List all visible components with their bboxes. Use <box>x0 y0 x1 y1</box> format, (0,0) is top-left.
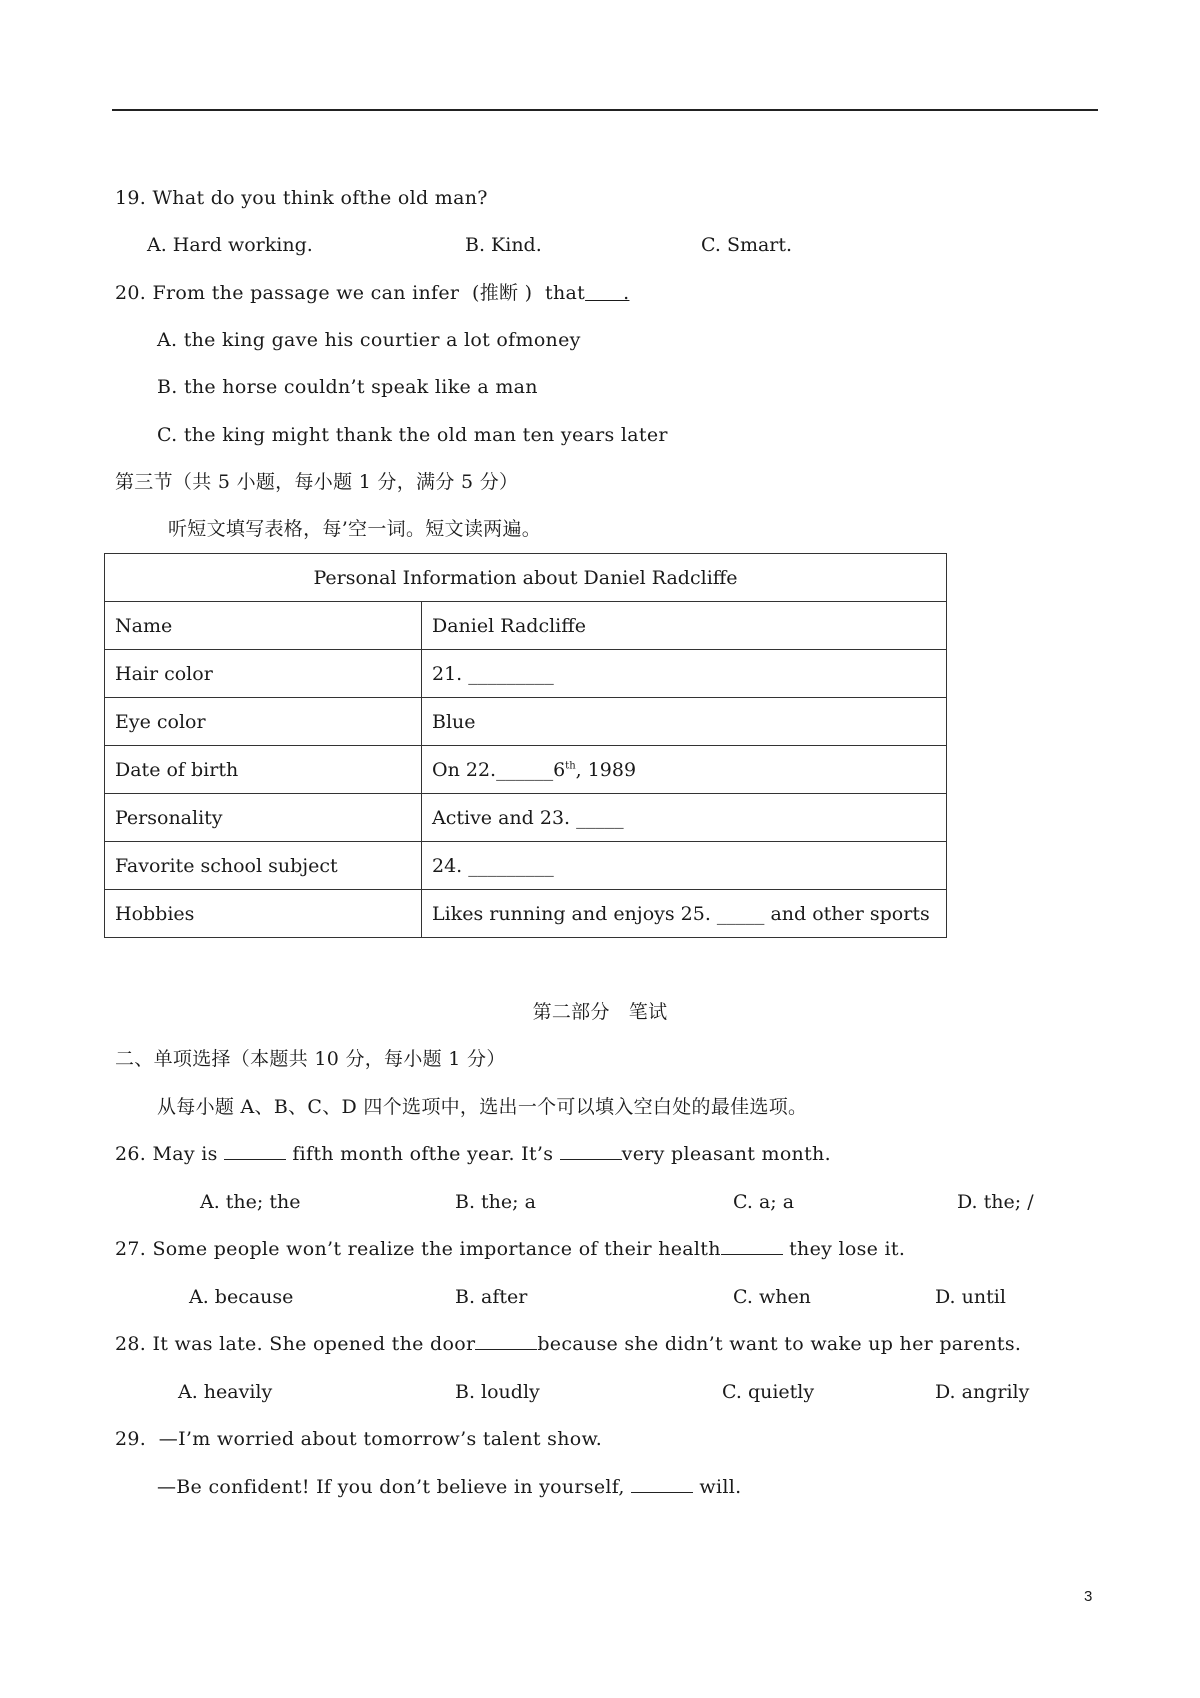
table-row <box>105 746 947 794</box>
q27-stem-part-a: 27. Some people won’t realize the importance of their health <box>115 1238 721 1260</box>
q26-option-b: B. the; a <box>455 1191 536 1213</box>
q19-option-c: C. Smart. <box>701 234 793 256</box>
dob-superscript: th <box>565 760 576 772</box>
part2-instruction: 从每小题 A、B、C、D 四个选项中，选出一个可以填入空白处的最佳选项。 <box>157 1096 808 1118</box>
personal-info-table <box>104 553 947 938</box>
question-28-stem <box>115 1331 1021 1357</box>
table-row <box>105 602 947 650</box>
q20-option-b: B. the horse couldn’t speak like a man <box>157 376 538 398</box>
question-26-stem <box>115 1141 831 1167</box>
dob-value-pre: On 22.______6 <box>432 758 566 781</box>
q20-stem-text: 20. From the passage we can infer (推断 ) that <box>115 282 586 304</box>
q27-stem-part-b: they lose it. <box>782 1238 906 1260</box>
page-number: 3 <box>1084 1588 1093 1605</box>
row-value: Likes running and enjoys 25. _____ and other sports <box>422 890 947 938</box>
q20-answer-blank: . <box>585 282 630 304</box>
row-key: Hair color <box>105 650 422 698</box>
row-value <box>422 746 947 794</box>
table-row <box>105 842 947 890</box>
part2-title: 第二部分 笔试 <box>532 1001 668 1023</box>
row-key: Eye color <box>105 698 422 746</box>
answer-blank <box>560 1141 622 1160</box>
q26-stem-part-c: very pleasant month. <box>621 1143 831 1165</box>
q20-option-c: C. the king might thank the old man ten years later <box>157 424 668 446</box>
q28-option-d: D. angrily <box>935 1381 1030 1403</box>
q28-option-a: A. heavily <box>178 1381 273 1403</box>
q19-option-a: A. Hard working. <box>147 234 313 256</box>
table-row <box>105 890 947 938</box>
row-value: Active and 23. _____ <box>422 794 947 842</box>
question-29-line2 <box>157 1474 741 1500</box>
row-key: Personality <box>105 794 422 842</box>
table-row <box>105 698 947 746</box>
q28-stem-part-a: 28. It was late. She opened the door <box>115 1333 476 1355</box>
dob-value-post: , 1989 <box>575 758 637 781</box>
section3-instruction: 听短文填写表格，每’空一词。短文读两遍。 <box>168 518 542 540</box>
table-title: Personal Information about Daniel Radcliffe <box>105 554 947 602</box>
question-20-stem <box>115 280 629 306</box>
answer-blank <box>631 1474 693 1493</box>
q28-option-b: B. loudly <box>455 1381 540 1403</box>
q26-option-a: A. the; the <box>200 1191 301 1213</box>
table-row <box>105 650 947 698</box>
row-key: Date of birth <box>105 746 422 794</box>
row-key: Favorite school subject <box>105 842 422 890</box>
row-value: 21. _________ <box>422 650 947 698</box>
answer-blank <box>224 1141 286 1160</box>
question-29-line1: 29. —I’m worried about tomorrow’s talent show. <box>115 1428 603 1450</box>
question-27-stem <box>115 1236 905 1262</box>
q28-stem-part-b: because she didn’t want to wake up her parents. <box>537 1333 1022 1355</box>
q29-line2-part-b: will. <box>693 1476 742 1498</box>
header-rule <box>112 109 1098 111</box>
q28-option-c: C. quietly <box>722 1381 815 1403</box>
q26-option-c: C. a; a <box>733 1191 795 1213</box>
q29-line2-part-a: —Be confident! If you don’t believe in yourself, <box>157 1476 632 1498</box>
q27-option-a: A. because <box>189 1286 294 1308</box>
q19-option-b: B. Kind. <box>465 234 542 256</box>
table-row <box>105 794 947 842</box>
part2-heading: 二、单项选择（本题共 10 分，每小题 1 分） <box>115 1048 506 1070</box>
q27-option-c: C. when <box>733 1286 811 1308</box>
q26-stem-part-b: fifth month ofthe year. It’s <box>285 1143 560 1165</box>
section3-heading: 第三节（共 5 小题，每小题 1 分，满分 5 分） <box>115 471 519 493</box>
answer-blank <box>475 1331 537 1350</box>
row-value: Blue <box>422 698 947 746</box>
row-value: Daniel Radcliffe <box>422 602 947 650</box>
q20-option-a: A. the king gave his courtier a lot ofmoney <box>157 329 581 351</box>
row-value: 24. _________ <box>422 842 947 890</box>
answer-blank <box>721 1236 783 1255</box>
q27-option-b: B. after <box>455 1286 528 1308</box>
q26-option-d: D. the; / <box>957 1191 1034 1213</box>
question-19-stem: 19. What do you think ofthe old man? <box>115 187 488 209</box>
q26-stem-part-a: 26. May is <box>115 1143 224 1165</box>
row-key: Name <box>105 602 422 650</box>
table-title-row <box>105 554 947 602</box>
q27-option-d: D. until <box>935 1286 1006 1308</box>
row-key: Hobbies <box>105 890 422 938</box>
